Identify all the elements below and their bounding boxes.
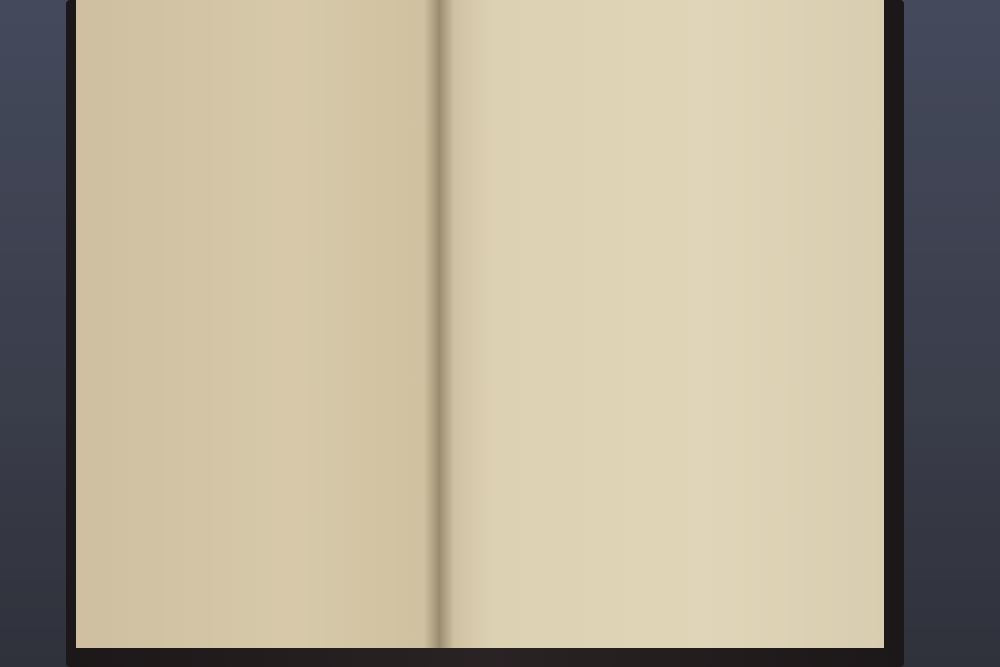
right-page (438, 0, 884, 648)
left-page (76, 0, 438, 648)
book-gutter (424, 0, 454, 648)
